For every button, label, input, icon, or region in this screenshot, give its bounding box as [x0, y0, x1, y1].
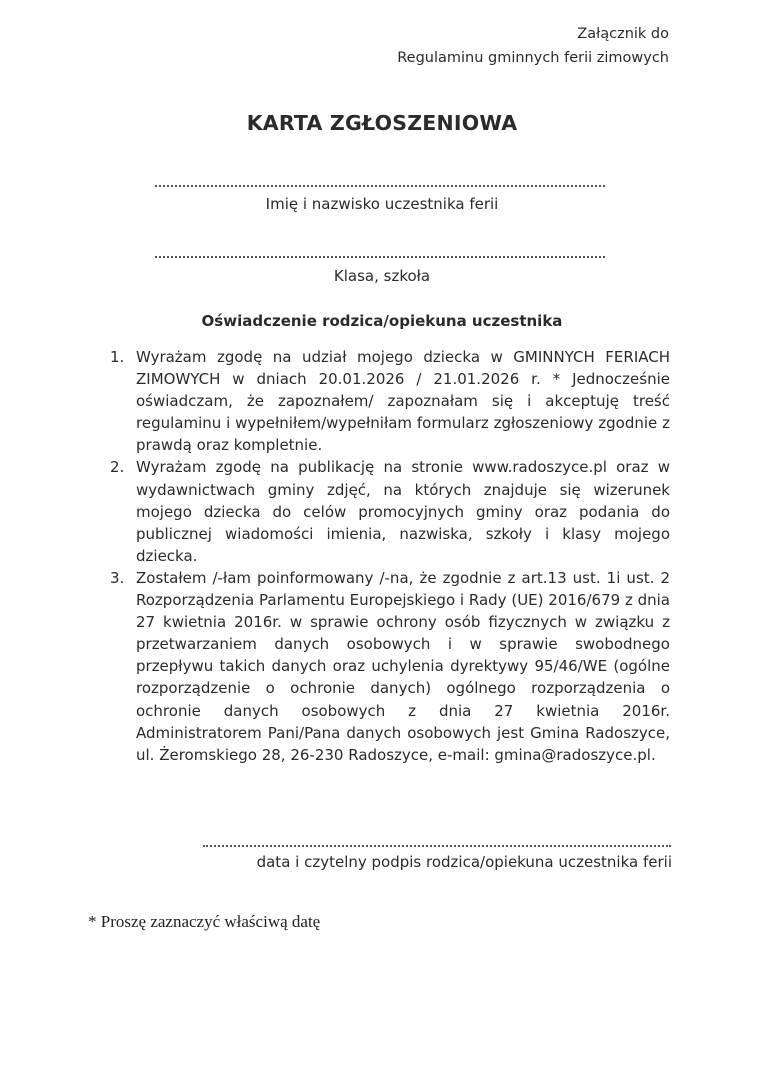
class-school-field[interactable] [155, 256, 605, 258]
item-text: Zostałem /-łam poinformowany /-na, że zgodnie z art.13 ust. 1i ust. 2 Rozporządzenia Parlamentu Europejskiego i Rady (UE) 2016/679 z dnia 27 kwietnia 2016r. w sprawie ochrony osób fizycznych w związku z przetwarzaniem danych osobowych i w sprawie swobodnego przepływu takich danych oraz uchylenia dyrektywy 95/46/WE (ogólne rozporządzenie o ochronie danych) ogólnego rozporządzenia o ochronie danych osobowych z dnia 27 kwietnia 2016r. Administratorem Pani/Pana danych osobowych jest Gmina Radoszyce, ul. Żeromskiego 28, 26-230 Radoszyce, e-mail: gmina@radoszyce.pl. [136, 568, 670, 764]
signature-label: data i czytelny podpis rodzica/opiekuna uczestnika ferii [256, 853, 672, 871]
item-number: 1. [110, 348, 125, 366]
class-school-label: Klasa, szkoła [333, 267, 431, 285]
item-number: 2. [110, 458, 125, 477]
annex-note [397, 22, 669, 70]
signature-field[interactable] [203, 845, 671, 847]
annex-line-1: Załącznik do [577, 26, 669, 42]
declaration-item [110, 567, 670, 766]
participant-name-field[interactable] [155, 185, 605, 187]
footnote: * Proszę zaznaczyć właściwą datę [88, 912, 321, 931]
item-number: 3. [110, 568, 125, 587]
declaration-item [110, 456, 670, 566]
item-text: Wyrażam zgodę na udział mojego dziecka w GMINNYCH FERIACH ZIMOWYCH w dniach 20.01.2026 / 21.01.2026 r. * Jednocześnie oświadczam, że zapoznałem/ zapoznałam się i akceptuję treść regulaminu i wypełniłem/wypełniłam formularz zgłoszeniowy zgodnie z prawdą oraz kompletnie. [136, 348, 670, 455]
annex-line-2: Regulaminu gminnych ferii zimowych [397, 50, 669, 66]
declaration-list [110, 346, 670, 766]
item-text: Wyrażam zgodę na publikację na stronie www.radoszyce.pl oraz w wydawnictwach gminy zdjęć, na których znajduje się wizerunek mojego dziecka do celów promocyjnych gminy oraz podania do publicznej wiadomości imienia, nazwiska, szkoły i klasy mojego dziecka. [136, 458, 670, 565]
declaration-heading: Oświadczenie rodzica/opiekuna uczestnika [201, 312, 563, 330]
declaration-item [110, 346, 670, 456]
document-title: KARTA ZGŁOSZENIOWA [246, 111, 518, 135]
participant-name-label: Imię i nazwisko uczestnika ferii [265, 195, 499, 213]
